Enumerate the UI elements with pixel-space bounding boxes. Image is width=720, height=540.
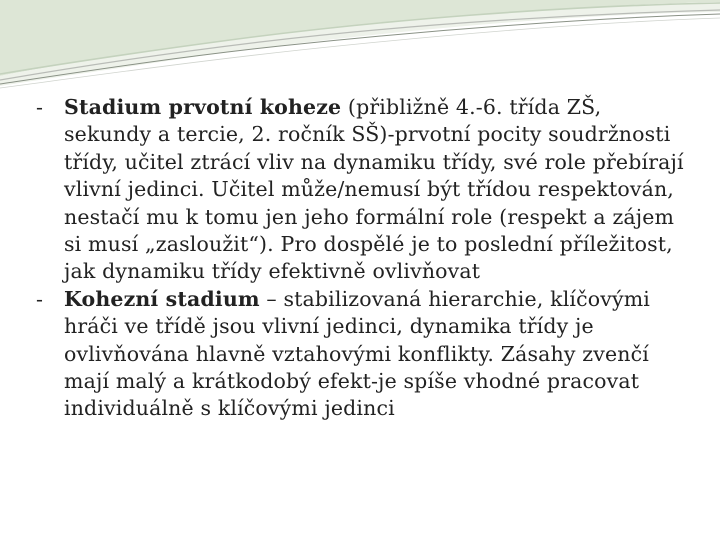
bullet-marker: - [36,286,44,311]
bullet-text [64,95,684,283]
bullet-description: – stabilizovaná hierarchie, klíčovými hráči ve třídě jsou vlivní jedinci, dynamika třídy je ovlivňována hlavně vztahovými konflikty. Zásahy zvenčí mají malý a krátkodobý efekt-je spíše vhodné pracovat individuálně s klíčovými jedinci [64,286,650,421]
bullet-item-kohezni-stadium [36,286,686,423]
bullet-term-bold: Kohezní stadium [64,286,260,311]
bullet-text [64,287,650,421]
bullet-list [36,94,686,423]
header-swoosh-decoration [0,0,720,100]
bullet-marker: - [36,95,44,119]
bullet-term-bold: Stadium prvotní koheze [64,95,342,119]
bullet-item-prvotni-koheze [36,94,686,286]
bullet-description: (přibližně 4.-6. třída ZŠ, sekundy a tercie, 2. ročník SŠ)-prvotní pocity soudržnosti třídy, učitel ztrácí vliv na dynamiku třídy, své role přebírají vlivní jedinci. Učitel může/nemusí být třídou respektován, nestačí mu k tomu jen jeho formální role (respekt a zájem si musí „zasloužit“). Pro dospělé je to poslední příležitost, jak dynamiku třídy efektivně ovlivňovat [64,95,684,284]
